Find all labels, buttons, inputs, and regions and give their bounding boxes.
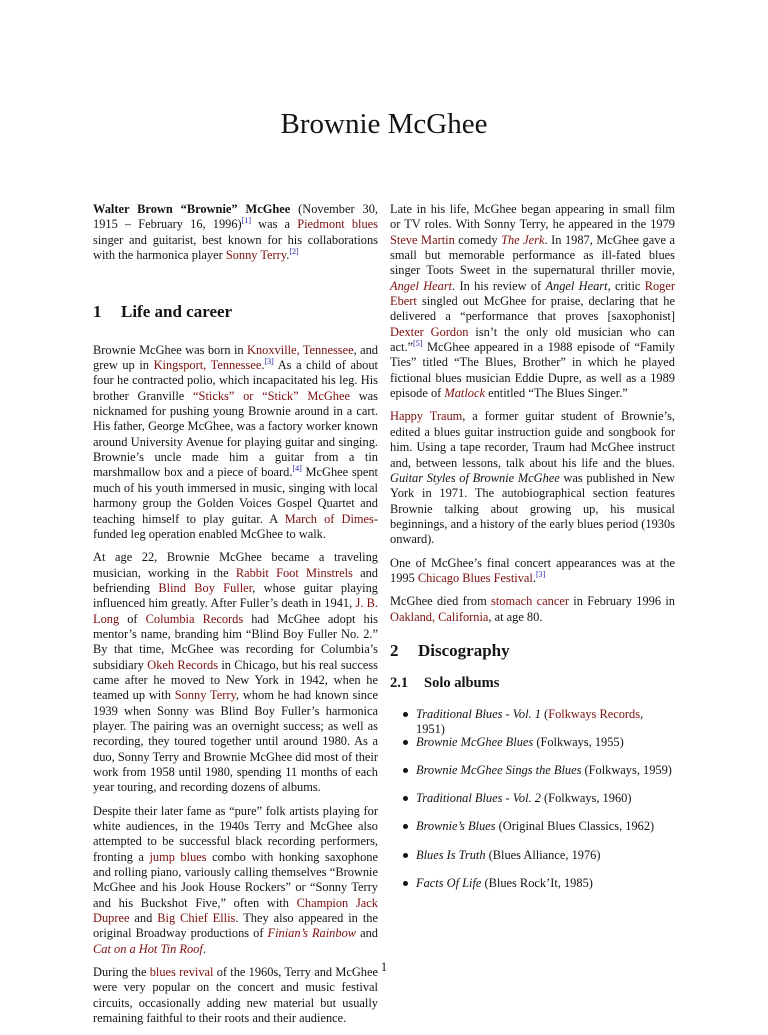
citation-2[interactable]: [2]: [289, 246, 299, 256]
album-title: Facts Of Life: [416, 875, 482, 890]
citation-5[interactable]: [5]: [413, 338, 423, 348]
link-the-jerk[interactable]: The Jerk: [501, 232, 545, 247]
list-item: Traditional Blues - Vol. 2 (Folkways, 1960): [390, 791, 675, 819]
link-chicago-blues-festival[interactable]: Chicago Blues Festival: [417, 570, 533, 585]
link-finians-rainbow[interactable]: Finian’s Rainbow: [267, 926, 357, 941]
link-matlock[interactable]: Matlock: [444, 386, 485, 401]
section-heading-discography: 2 Discography: [390, 640, 510, 660]
album-title: Traditional Blues - Vol. 1: [416, 706, 541, 721]
link-sonny-terry[interactable]: Sonny Terry: [174, 688, 236, 703]
solo-albums-list: [390, 707, 675, 904]
list-item: Brownie McGhee Blues (Folkways, 1955): [390, 735, 675, 763]
album-title: Blues Is Truth: [416, 847, 486, 862]
link-steve-martin[interactable]: Steve Martin: [390, 232, 455, 247]
link-big-chief-ellis[interactable]: Big Chief Ellis: [157, 911, 236, 926]
link-stomach-cancer[interactable]: stomach cancer: [491, 594, 569, 609]
link-sonny-terry[interactable]: Sonny Terry: [225, 248, 287, 263]
paragraph-happy-traum: Happy Traum, a former guitar student of Brownie’s, edited a blues guitar instruction guide and songbook for him. Using a tape recorder, Traum had McGhee instruct and, between lessons, talk about his life and the blues. Guitar Styles of Brownie McGhee was published in New York in 1971. The autobiographical section features Brownie talking about growing up, his musical beginnings, and a history of the early blues period (1930s onward).: [390, 409, 675, 547]
link-cat-on-a-hot-tin-roof[interactable]: Cat on a Hot Tin Roof: [93, 941, 203, 956]
link-happy-traum[interactable]: Happy Traum: [390, 409, 463, 424]
album-title: Traditional Blues - Vol. 2: [416, 791, 541, 806]
link-okeh-records[interactable]: Okeh Records: [147, 657, 219, 672]
album-title: Brownie McGhee Sings the Blues: [416, 763, 582, 777]
paragraph-early-life: Brownie McGhee was born in Knoxville, Tennessee, and grew up in Kingsport, Tennessee.[3] As a child of about four he contracted polio, which incapacitated his leg. His brother Granville “Sticks” or “Stick” McGhee was nicknamed for pushing young Brownie around in a cart. His father, George McGhee, was a factory worker known around University Avenue for playing guitar and singing. Brownie’s uncle made him a guitar from a tin marshmallow box and a piece of board.[4] McGhee spent much of his youth immersed in music, singing with local harmony group the Golden Voices Gospel Quartet and teaching himself to play guitar. A March of Dimes-funded leg operation enabled McGhee to walk.: [93, 342, 379, 541]
citation-3[interactable]: [3]: [535, 569, 546, 579]
right-column: [390, 202, 675, 904]
link-jump-blues[interactable]: jump blues: [149, 849, 207, 864]
list-item: Traditional Blues - Vol. 1 (Folkways Records, 1951): [390, 707, 675, 735]
link-blues-revival[interactable]: blues revival: [149, 965, 214, 980]
link-dexter-gordon[interactable]: Dexter Gordon: [390, 324, 469, 339]
link-kingsport[interactable]: Kingsport, Tennessee: [153, 358, 262, 373]
citation-3[interactable]: [3]: [264, 356, 274, 366]
link-folkways-records[interactable]: Folkways Records: [548, 706, 641, 721]
album-title: Brownie McGhee Blues: [416, 734, 534, 749]
link-blind-boy-fuller[interactable]: Blind Boy Fuller: [158, 580, 253, 595]
paragraph-blues-revival: During the blues revival of the 1960s, Terry and McGhee were very popular on the concert and music festival circuits, occasionally adding new material but usually remaining faithful to their roots and their audience.: [93, 965, 379, 1026]
page-number: 1: [380, 960, 388, 974]
link-roger-ebert[interactable]: Roger Ebert: [390, 278, 675, 309]
list-item: Brownie’s Blues (Original Blues Classics, 1962): [390, 819, 675, 847]
intro-paragraph: Walter Brown “Brownie” McGhee (November 30, 1915 – February 16, 1996)[1] was a Piedmont blues singer and guitarist, best known for his collaborations with the harmonica player Sonny Terry.[2]: [93, 202, 378, 263]
paragraph-film-roles: Late in his life, McGhee began appearing in small film or TV roles. With Sonny Terry, he appeared in the 1979 Steve Martin comedy The Jerk. In 1987, McGhee gave a small but memorable performance as ill-fated blues singer Toots Sweet in the supernatural thriller movie, Angel Heart. In his review of Angel Heart, critic Roger Ebert singled out McGhee for praise, declaring that he delivered a “performance that proves [saxophonist] Dexter Gordon isn’t the only old musician who can act.”[5] McGhee appeared in a 1988 episode of “Family Ties” titled “The Blues, Brother” in which he played fictional blues musician Eddie Dupre, as well as a 1989 episode of Matlock entitled “The Blues Singer.”: [390, 202, 675, 401]
paragraph-death: McGhee died from stomach cancer in February 1996 in Oakland, California, at age 80.: [390, 594, 675, 624]
link-columbia-records[interactable]: Columbia Records: [145, 611, 244, 626]
link-knoxville[interactable]: Knoxville, Tennessee: [247, 342, 354, 357]
link-jb-long[interactable]: J. B. Long: [93, 596, 378, 626]
list-item: Blues Is Truth (Blues Alliance, 1976): [390, 848, 675, 876]
left-column: [93, 202, 378, 1035]
link-angel-heart[interactable]: Angel Heart: [390, 278, 453, 293]
list-item: Facts Of Life (Blues Rock’It, 1985): [390, 876, 675, 904]
subsection-heading-solo-albums: 2.1 Solo albums: [390, 675, 500, 692]
link-rabbit-foot-minstrels[interactable]: Rabbit Foot Minstrels: [235, 565, 353, 580]
subject-name: Walter Brown “Brownie” McGhee: [93, 202, 291, 216]
link-champion-jack-dupree[interactable]: Champion Jack Dupree: [93, 895, 378, 926]
link-sticks-mcghee[interactable]: “Sticks” or “Stick” McGhee: [193, 388, 350, 403]
citation-1[interactable]: [1]: [241, 216, 251, 226]
link-march-of-dimes[interactable]: March of Dimes: [284, 511, 374, 526]
section-heading-life-and-career: 1 Life and career: [93, 302, 233, 322]
link-oakland-california[interactable]: Oakland, California: [390, 609, 489, 624]
citation-4[interactable]: [4]: [292, 464, 302, 474]
album-title: Brownie’s Blues: [416, 819, 496, 834]
link-piedmont-blues[interactable]: Piedmont blues: [297, 217, 378, 232]
paragraph-final-concert: One of McGhee’s final concert appearances was at the 1995 Chicago Blues Festival.[3]: [390, 555, 675, 585]
list-item: Brownie McGhee Sings the Blues (Folkways, 1959): [390, 763, 675, 791]
paragraph-jump-blues: Despite their later fame as “pure” folk artists playing for white audiences, in the 1940s Terry and McGhee also attempted to be successful black recording performers, fronting a jump blues combo with honking saxophone and rolling piano, variously calling themselves “Brownie McGhee and his Jook House Rockers” or “Sonny Terry and his Buckshot Five,” often with Champion Jack Dupree and Big Chief Ellis. They also appeared in the original Broadway productions of Finian’s Rainbow and Cat on a Hot Tin Roof.: [93, 803, 378, 956]
paragraph-career: At age 22, Brownie McGhee became a traveling musician, working in the Rabbit Foot Minstrels and befriending Blind Boy Fuller, whose guitar playing influenced him greatly. After Fuller’s death in 1941, J. B. Long of Columbia Records had McGhee adopt his mentor’s name, branding him “Blind Boy Fuller No. 2.” By that time, McGhee was recording for Columbia’s subsidiary Okeh Records in Chicago, but his real success came after he moved to New York in 1942, when he teamed up with Sonny Terry, whom he had known since 1939 when Sonny was Blind Boy Fuller’s harmonica player. The pairing was an overnight success; as well as recording, they toured together until around 1980. As a duo, Sonny Terry and Brownie McGhee did most of their work from 1958 until 1980, spending 11 months of each year touring, and recording dozens of albums.: [93, 550, 378, 795]
page-title: Brownie McGhee: [280, 108, 488, 140]
